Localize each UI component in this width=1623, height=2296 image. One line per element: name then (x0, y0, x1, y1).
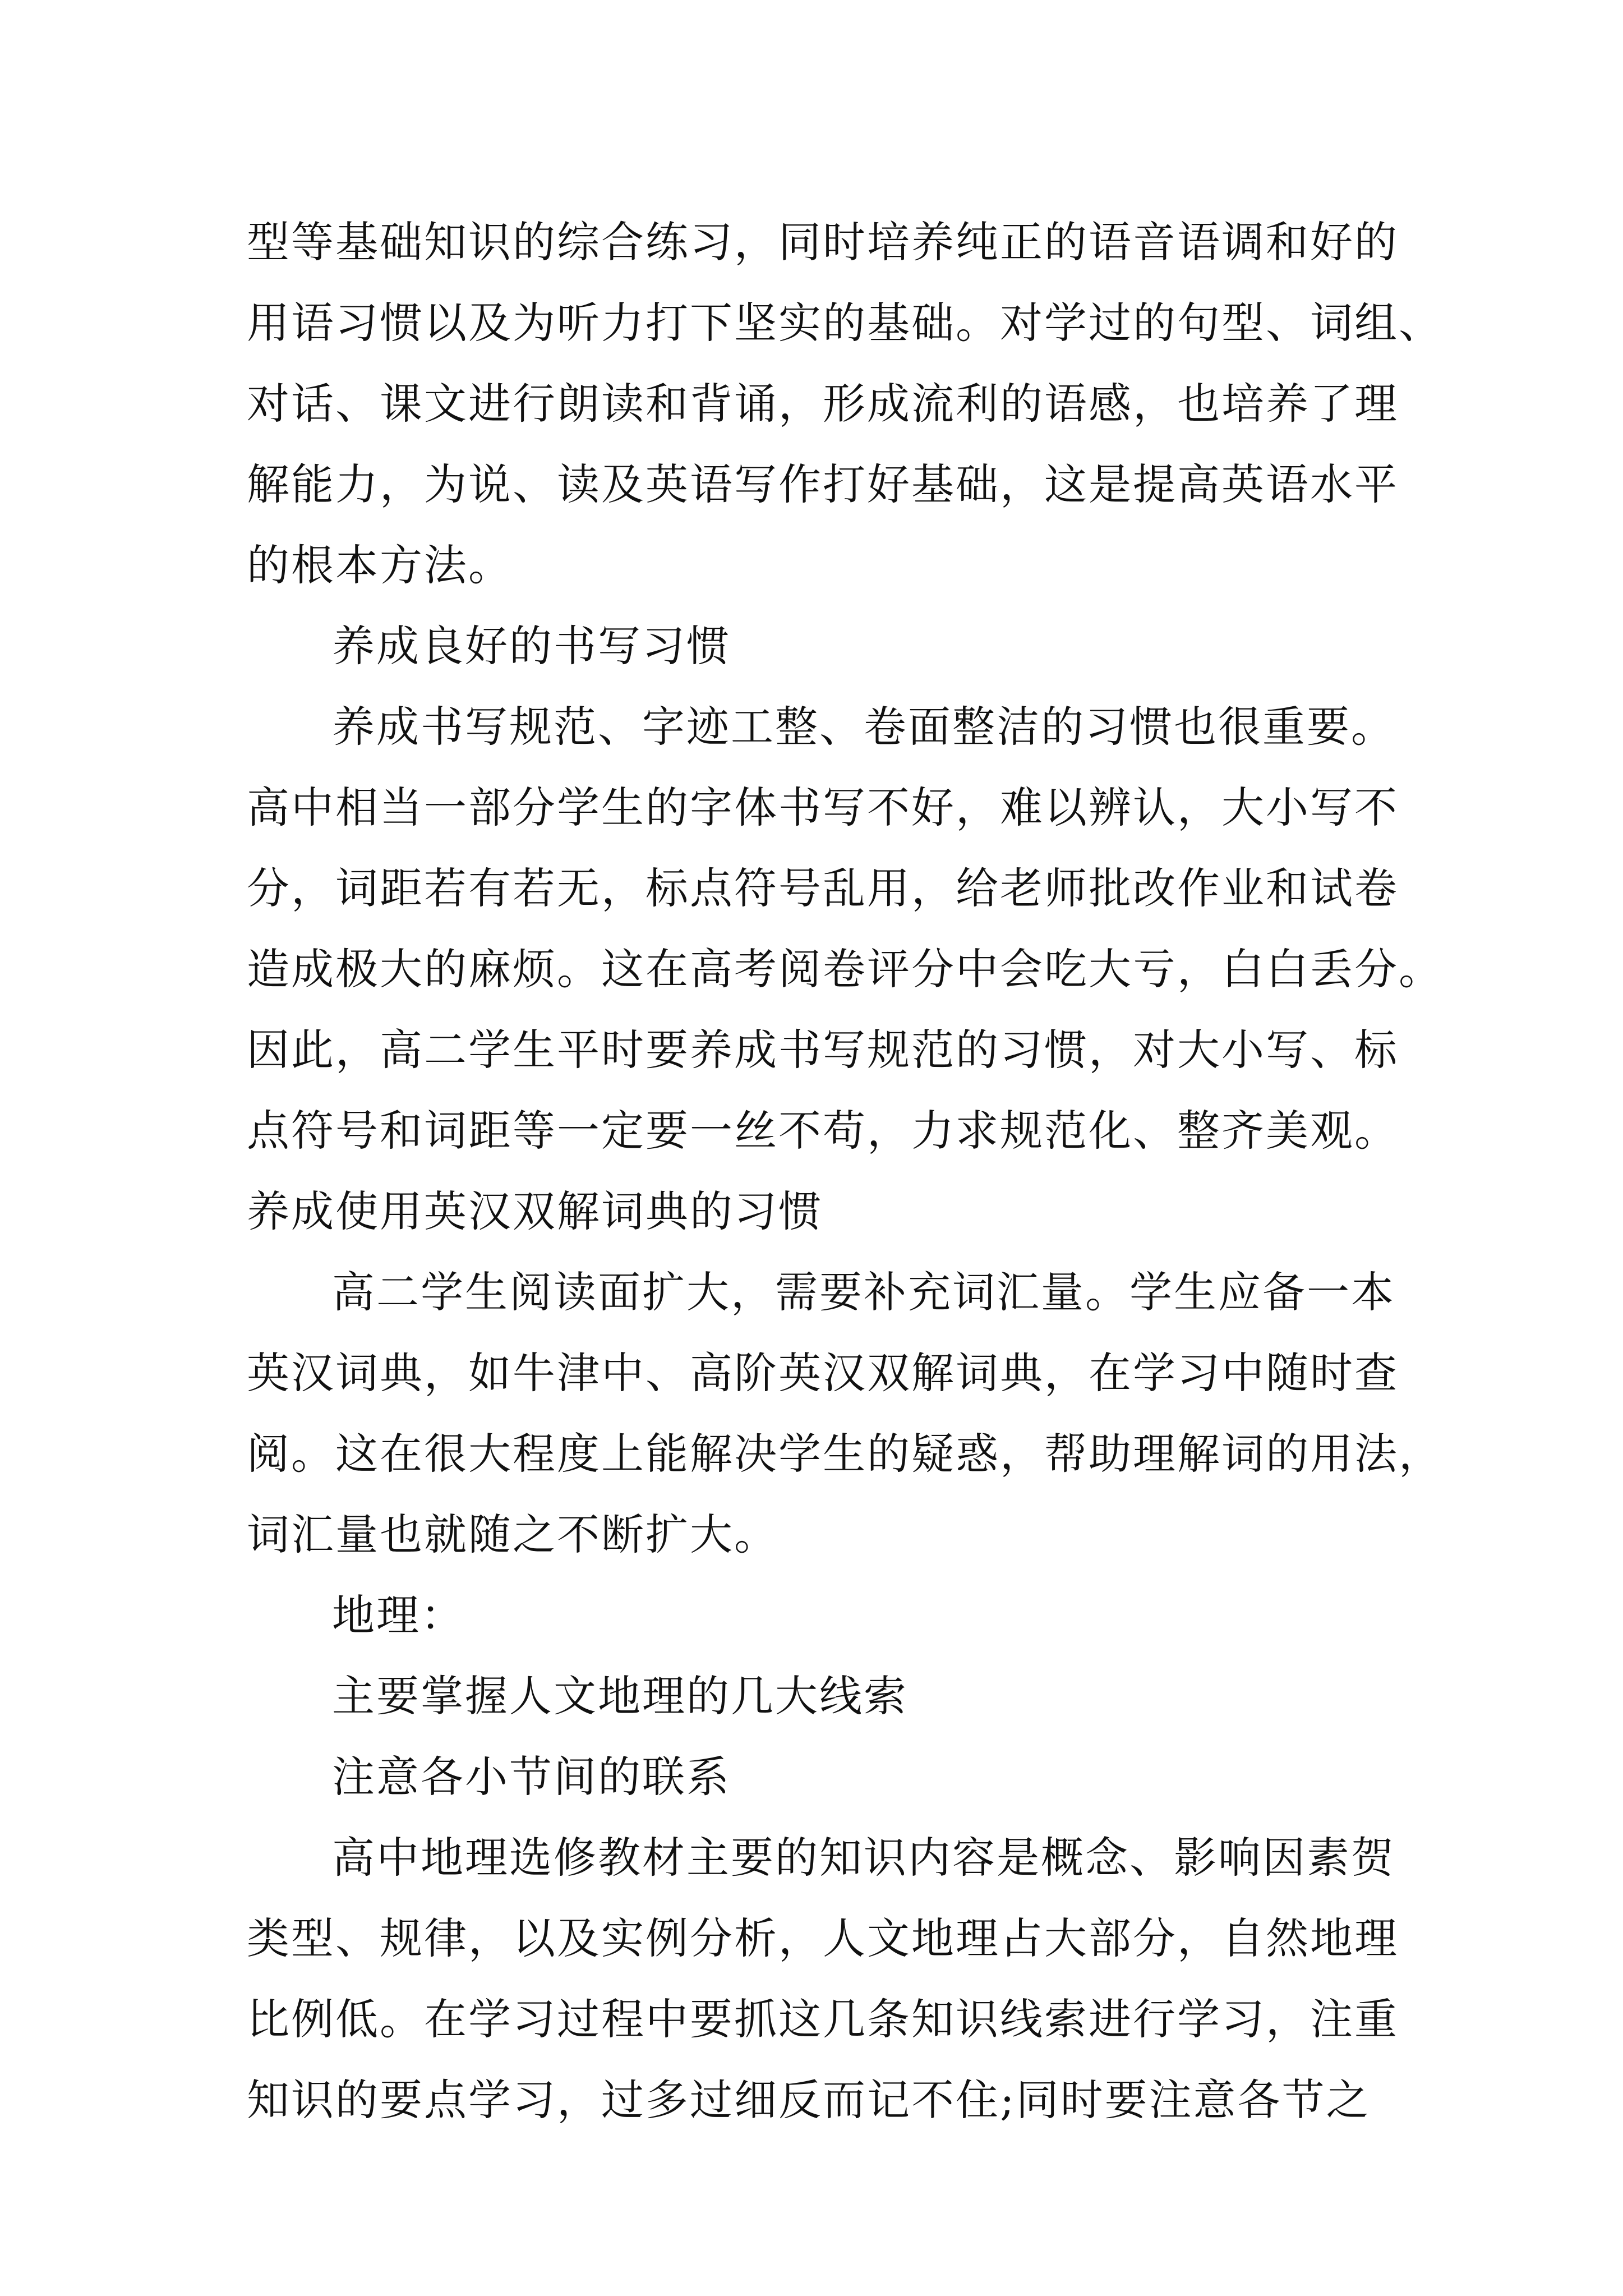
text-line: 的根本方法。 (247, 540, 513, 590)
text-line: 阅。这在很大程度上能解决学生的疑惑，帮助理解词的用法， (247, 1429, 1443, 1479)
text-line: 用语习惯以及为听力打下坚实的基础。对学过的句型、词组、 (247, 298, 1443, 348)
text-line: 类型、规律，以及实例分析，人文地理占大部分，自然地理 (247, 1913, 1399, 1963)
body-text (247, 202, 1443, 2141)
paragraph-start: 养成书写规范、字迹工整、卷面整洁的习惯也很重要。 (332, 702, 1395, 752)
text-line: 分，词距若有若无，标点符号乱用，给老师批改作业和试卷 (247, 863, 1399, 913)
text-line: 高中相当一部分学生的字体书写不好，难以辨认，大小写不 (247, 783, 1399, 832)
section-heading: 养成使用英汉双解词典的习惯 (247, 1186, 823, 1236)
section-heading: 注意各小节间的联系 (332, 1752, 731, 1802)
text-line: 英汉词典，如牛津中、高阶英汉双解词典，在学习中随时查 (247, 1348, 1399, 1398)
text-line: 知识的要点学习，过多过细反而记不住;同时要注意各节之 (247, 2075, 1371, 2125)
text-line: 解能力，为说、读及英语写作打好基础，这是提高英语水平 (247, 459, 1399, 509)
subject-heading: 地理： (332, 1590, 465, 1640)
text-line: 因此，高二学生平时要养成书写规范的习惯，对大小写、标 (247, 1025, 1399, 1075)
section-heading: 养成良好的书写习惯 (332, 621, 731, 671)
text-line: 点符号和词距等一定要一丝不苟，力求规范化、整齐美观。 (247, 1106, 1399, 1156)
paragraph-start: 高二学生阅读面扩大，需要补充词汇量。学生应备一本 (332, 1267, 1395, 1317)
paragraph-start: 高中地理选修教材主要的知识内容是概念、影响因素贺 (332, 1833, 1395, 1883)
text-line: 比例低。在学习过程中要抓这几条知识线索进行学习，注重 (247, 1994, 1399, 2044)
text-line: 造成极大的麻烦。这在高考阅卷评分中会吃大亏，白白丢分。 (247, 944, 1443, 994)
text-line: 词汇量也就随之不断扩大。 (247, 1510, 778, 1559)
text-line: 型等基础知识的综合练习，同时培养纯正的语音语调和好的 (247, 217, 1399, 267)
section-heading: 主要掌握人文地理的几大线索 (332, 1671, 908, 1721)
text-line: 对话、课文进行朗读和背诵，形成流利的语感，也培养了理 (247, 379, 1399, 429)
